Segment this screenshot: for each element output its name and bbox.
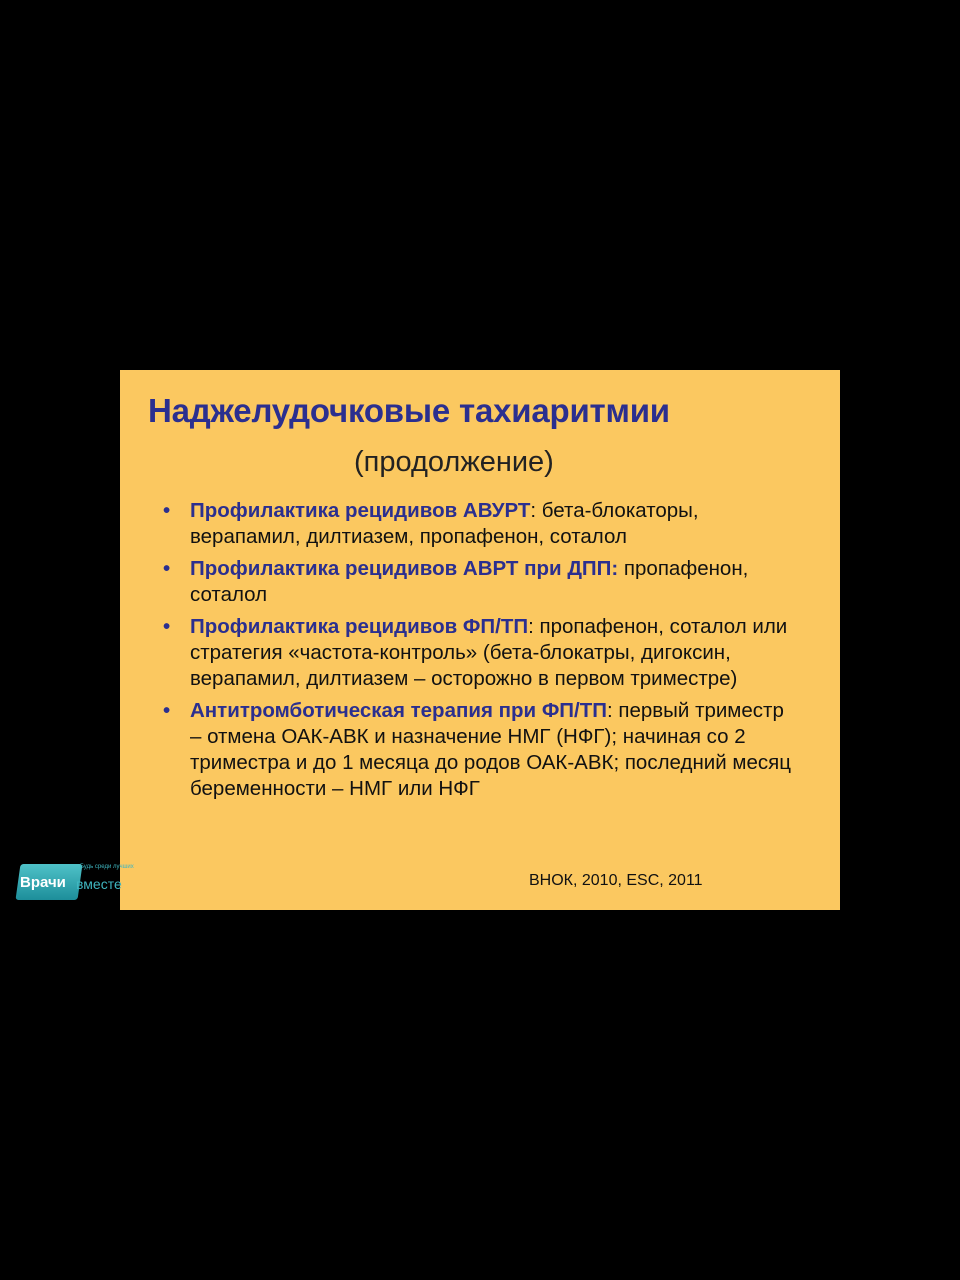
- source-citation: ВНОК, 2010, ESC, 2011: [529, 872, 703, 889]
- logo-second-text: вместе: [76, 876, 122, 892]
- bullet-item: [160, 498, 800, 550]
- bullet-text: : пропафенон, соталол или стратегия «частота-контроль» (бета-блокатры, дигоксин, верапамил, дилтиазем – осторожно в первом триместре): [190, 615, 788, 690]
- bullet-heading: Профилактика рецидивов АВУРТ: [190, 499, 531, 522]
- channel-logo: [14, 860, 144, 906]
- logo-tagline: Будь среди лучших: [80, 864, 134, 870]
- logo-main-text: Врачи: [20, 874, 66, 891]
- bullet-heading: Профилактика рецидивов ФП/ТП: [190, 615, 529, 638]
- bullet-dot-icon: •: [163, 499, 171, 522]
- bullet-dot-icon: •: [163, 615, 171, 638]
- slide-subtitle: (продолжение): [354, 446, 554, 478]
- bullet-text: : бета-блокаторы, верапамил, дилтиазем, пропафенон, соталол: [190, 499, 699, 548]
- bullet-text: пропафенон, соталол: [190, 557, 749, 606]
- bullet-heading: Профилактика рецидивов АВРТ при ДПП:: [190, 557, 619, 580]
- slide-title: Наджелудочковые тахиаритмии: [148, 392, 670, 429]
- bullet-text: : первый триместр – отмена ОАК-АВК и назначение НМГ (НФГ); начиная со 2 триместра и до 1 месяца до родов ОАК-АВК; последний месяц беременности – НМГ или НФГ: [190, 699, 791, 800]
- bullet-item: [160, 614, 800, 692]
- bullet-list: [160, 498, 800, 808]
- bullet-dot-icon: •: [163, 699, 171, 722]
- bullet-item: [160, 698, 800, 802]
- presentation-slide: [120, 370, 840, 910]
- bullet-item: [160, 556, 800, 608]
- bullet-heading: Антитромботическая терапия при ФП/ТП: [190, 699, 607, 722]
- bullet-dot-icon: •: [163, 557, 171, 580]
